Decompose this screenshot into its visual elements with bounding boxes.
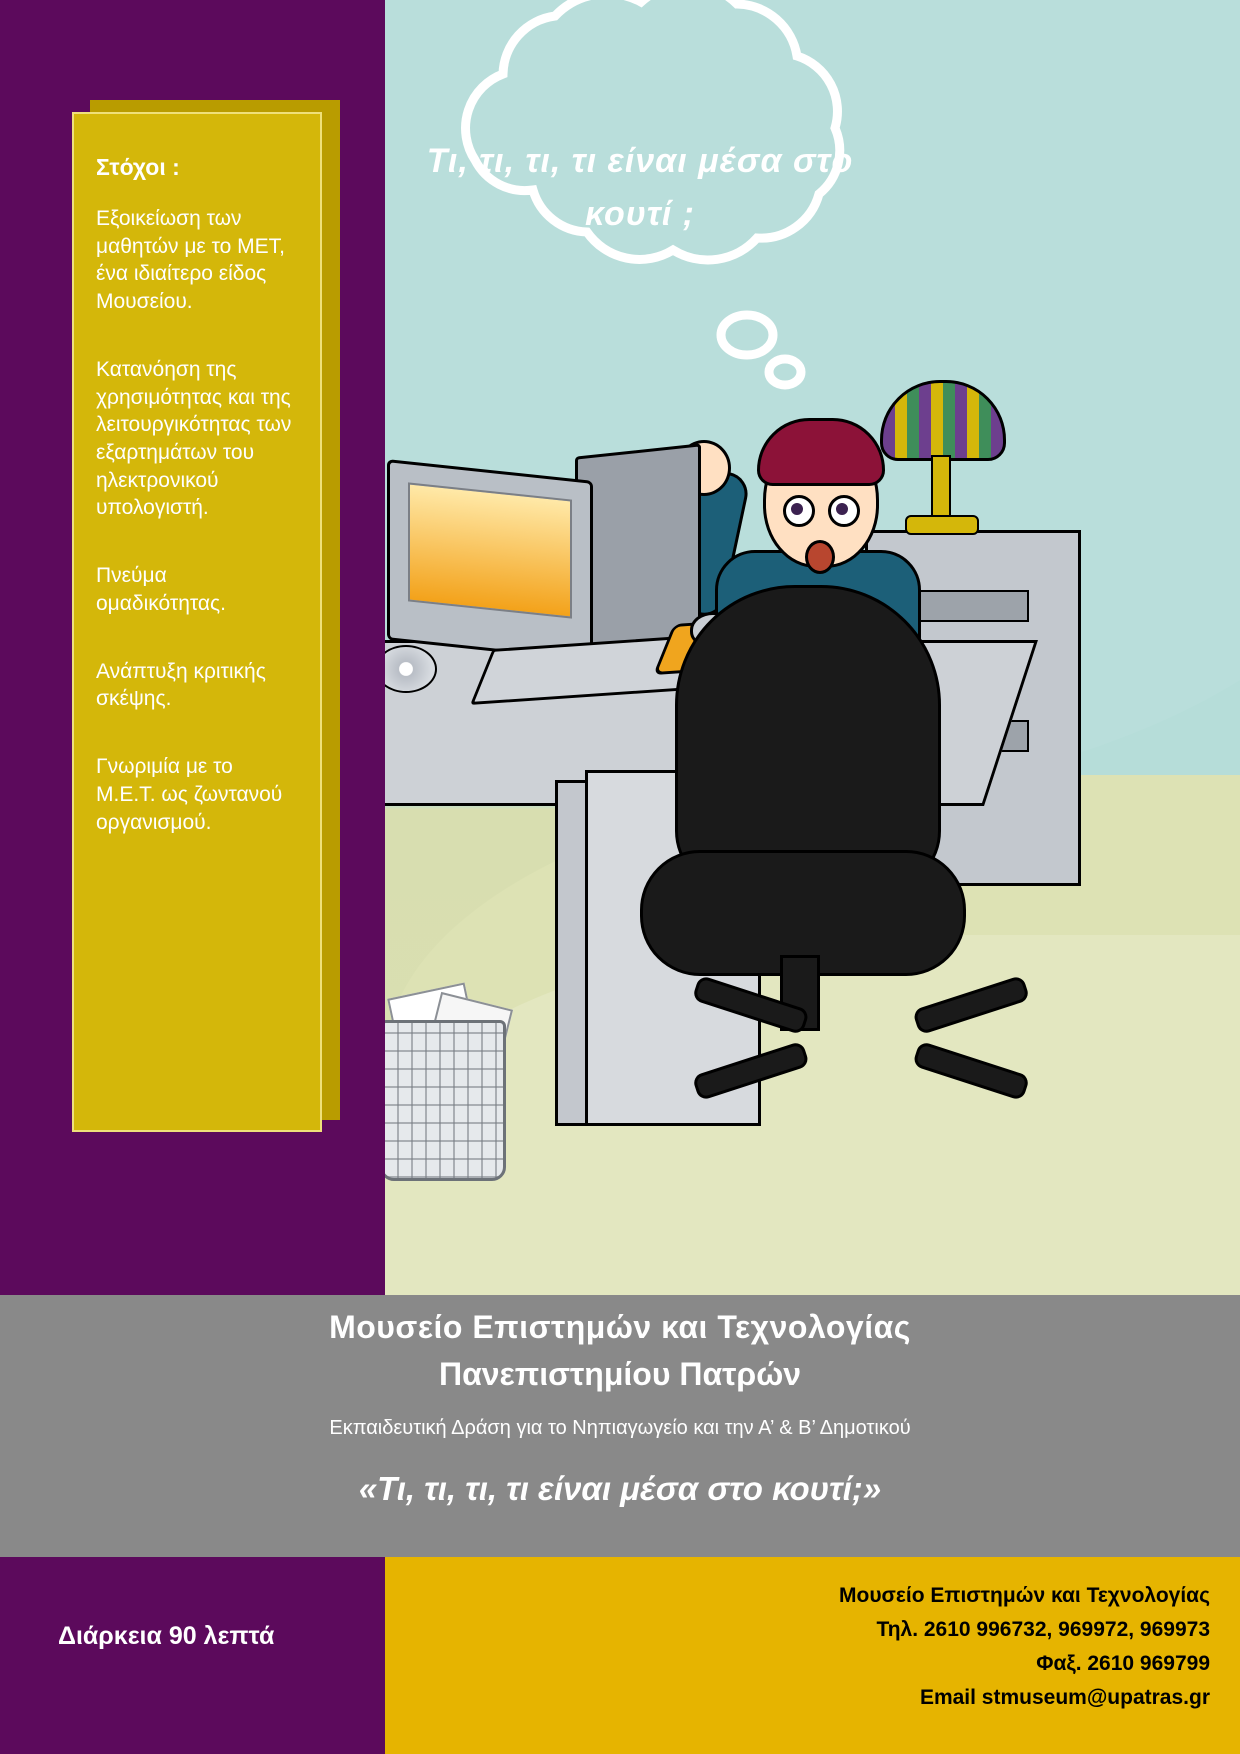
thought-bubble-icon <box>395 0 875 400</box>
audience-subtitle: Εκπαιδευτική Δράση για το Νηπιαγωγείο και την Α’ & Β’ Δημοτικού <box>329 1417 911 1439</box>
lamp-base <box>905 515 979 535</box>
museum-name-line2: Πανεπιστημίου Πατρών <box>438 1356 802 1392</box>
objectives-title: Στόχοι : <box>96 154 180 180</box>
chair-legs <box>690 1010 910 1085</box>
objectives-item: Ανάπτυξη κριτικής σκέψης. <box>96 659 266 711</box>
duration-label: Διάρκεια 90 λεπτά <box>58 1622 275 1650</box>
title-band <box>0 1295 1240 1557</box>
footer-contact-panel <box>385 1557 1240 1754</box>
contact-line: Φαξ. 2610 969799 <box>1036 1652 1210 1676</box>
objectives-item: Γνωριμία με το Μ.Ε.Τ. ως ζωντανού οργανισμού. <box>96 755 283 834</box>
objectives-item: Πνεύμα ομαδικότητας. <box>96 564 226 615</box>
footer-bar <box>0 1557 1240 1754</box>
waste-bin-icon <box>385 1020 506 1181</box>
footer-duration-panel <box>0 1557 385 1754</box>
thought-bubble-text: Τι, τι, τι, τι είναι μέσα στο κουτί ; <box>426 142 854 233</box>
contact-line: Μουσείο Επιστημών και Τεχνολογίας <box>839 1584 1210 1607</box>
museum-name-line1: Μουσείο Επιστημών και Τεχνολογίας <box>329 1309 911 1345</box>
illustration-area <box>385 0 1240 1295</box>
boy-pupil-left <box>791 503 803 515</box>
boy-pupil-right <box>836 503 848 515</box>
objectives-item: Εξοικείωση των μαθητών με το ΜΕΤ, ένα ιδιαίτερο είδος Μουσείου. <box>96 207 285 314</box>
cabinet-drawer-top <box>905 590 1029 622</box>
objectives-box <box>72 112 322 1132</box>
contact-email[interactable]: Email stmuseum@upatras.gr <box>919 1686 1210 1710</box>
contact-line: Τηλ. 2610 996732, 969972, 969973 <box>876 1618 1210 1642</box>
activity-title: «Τι, τι, τι, τι είναι μέσα στο κουτί;» <box>358 1470 882 1507</box>
objectives-item: Κατανόηση της χρησιμότητας και της λειτουργικότητας των εξαρτημάτων του ηλεκτρονικού υπολογιστή. <box>96 357 292 520</box>
lamp-stem <box>931 455 951 524</box>
computer-monitor-icon <box>387 459 593 662</box>
chair-backrest <box>675 585 941 891</box>
boy-mouth <box>805 540 835 574</box>
monitor-screen <box>408 482 572 618</box>
